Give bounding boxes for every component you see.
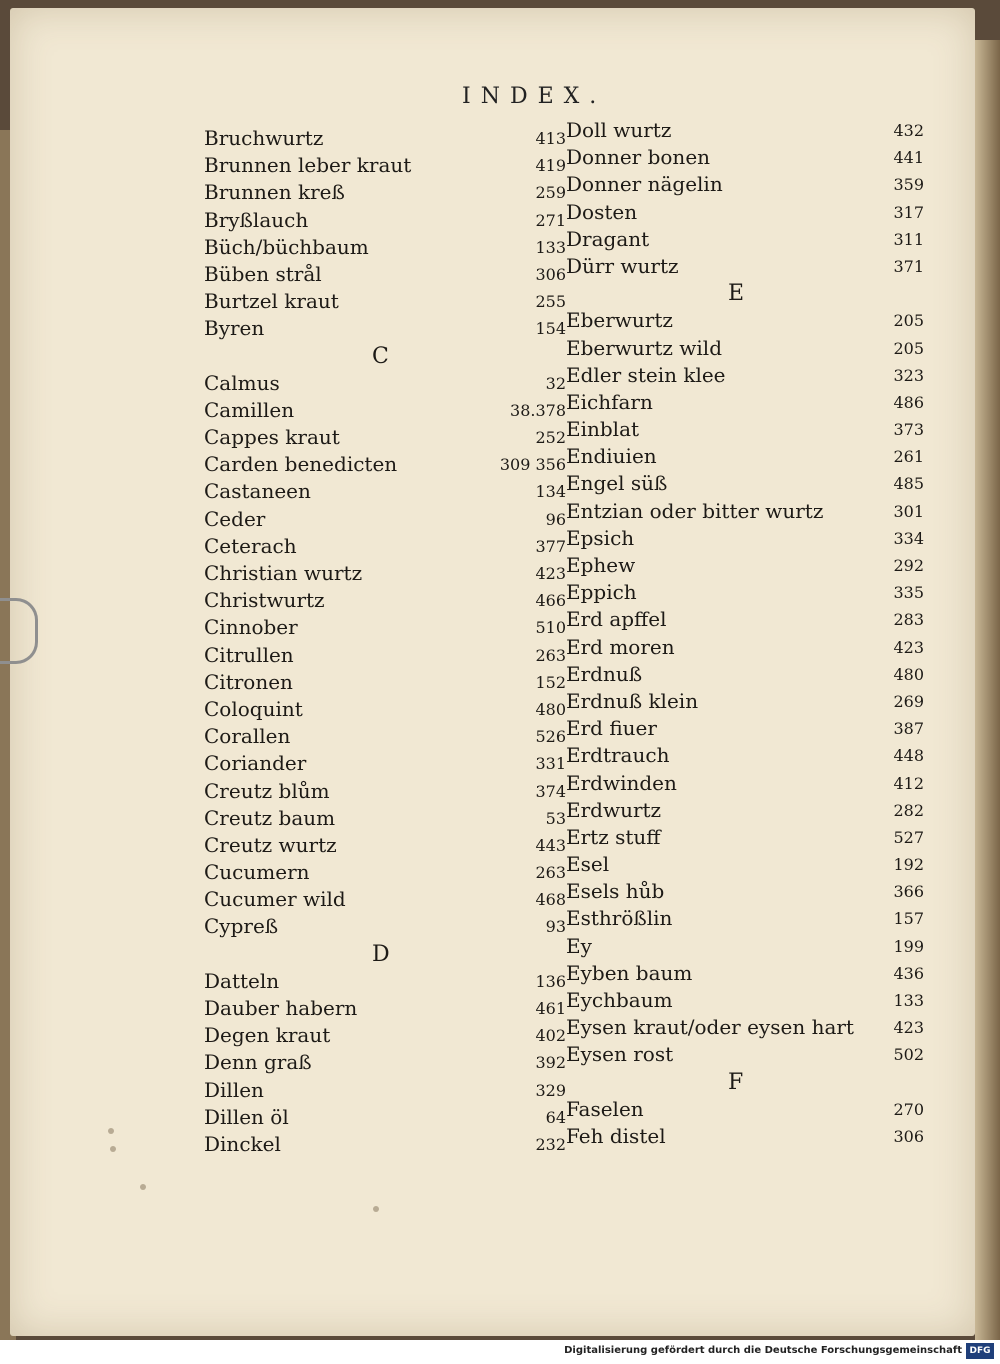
entry-name: Erd apffel <box>566 607 667 632</box>
index-entry <box>204 586 566 613</box>
index-entry <box>204 777 566 804</box>
index-entry <box>204 695 566 722</box>
index-column-left <box>204 124 566 1157</box>
index-entry <box>204 314 566 341</box>
entry-page-number: 374 <box>535 781 566 801</box>
index-column-right <box>566 116 924 1149</box>
entry-name: Cinnober <box>204 615 298 640</box>
entry-page-number: 526 <box>535 727 566 747</box>
index-entry <box>566 959 924 986</box>
entry-page-number: 331 <box>535 754 566 774</box>
letter-heading <box>566 1068 924 1095</box>
entry-page-number: 199 <box>893 936 924 956</box>
entry-page-number: 263 <box>535 645 566 665</box>
entry-name: Citronen <box>204 669 293 694</box>
entry-page-number: 32 <box>545 373 566 393</box>
index-entry <box>204 124 566 151</box>
index-entry <box>566 633 924 660</box>
index-entry <box>204 233 566 260</box>
index-entry <box>204 477 566 504</box>
entry-page-number: 423 <box>893 637 924 657</box>
entry-name: Dillen <box>204 1077 264 1102</box>
entry-name: Esels hůb <box>566 879 665 904</box>
entry-page-number: 468 <box>535 890 566 910</box>
entry-name: Ceterach <box>204 533 297 558</box>
entry-page-number: 154 <box>535 319 566 339</box>
entry-page-number: 334 <box>893 528 924 548</box>
entry-name: Eichfarn <box>566 389 653 414</box>
entry-page-number: 335 <box>893 583 924 603</box>
entry-name: Camillen <box>204 397 295 422</box>
section-letter: D <box>372 941 390 967</box>
entry-page-number: 309 356 <box>499 455 566 475</box>
index-entry <box>204 1130 566 1157</box>
index-entry <box>204 858 566 885</box>
index-entry <box>204 1021 566 1048</box>
entry-name: Christwurtz <box>204 588 325 613</box>
entry-page-number: 53 <box>545 808 566 828</box>
entry-page-number: 252 <box>535 428 566 448</box>
entry-name: Cucumer wild <box>204 887 346 912</box>
index-entry <box>204 532 566 559</box>
index-entry <box>204 1103 566 1130</box>
entry-name: Degen kraut <box>204 1023 331 1048</box>
entry-page-number: 392 <box>535 1053 566 1073</box>
section-letter: E <box>728 281 745 307</box>
entry-name: Eberwurtz wild <box>566 335 723 360</box>
entry-name: Einblat <box>566 417 640 442</box>
entry-name: Datteln <box>204 968 280 993</box>
index-entry <box>566 932 924 959</box>
entry-name: Creutz baum <box>204 805 336 830</box>
footer-credit: Digitalisierung gefördert durch die Deutsche Forschungsgemeinschaft <box>564 1345 962 1356</box>
entry-page-number: 64 <box>545 1107 566 1127</box>
page-edges-right <box>975 40 1000 1340</box>
entry-name: Eysen kraut/oder eysen hart <box>566 1015 854 1040</box>
section-letter: C <box>372 343 389 369</box>
index-entry <box>566 796 924 823</box>
entry-name: Endiuien <box>566 444 657 469</box>
index-entry <box>204 260 566 287</box>
paper-speck <box>140 1184 146 1190</box>
entry-page-number: 133 <box>893 991 924 1010</box>
index-entry <box>566 225 924 252</box>
entry-name: Eychbaum <box>566 988 673 1012</box>
index-entry <box>566 850 924 877</box>
index-entry <box>566 170 924 197</box>
index-entry <box>566 1095 924 1122</box>
index-entry <box>204 641 566 668</box>
entry-name: Dürr wurtz <box>566 253 679 278</box>
entry-page-number: 255 <box>535 292 566 312</box>
entry-page-number: 306 <box>535 264 566 284</box>
index-entry <box>204 722 566 749</box>
entry-page-number: 387 <box>893 719 924 739</box>
entry-page-number: 441 <box>893 148 924 168</box>
index-entry <box>566 361 924 388</box>
entry-page-number: 323 <box>893 365 924 385</box>
entry-name: Doll wurtz <box>566 118 672 142</box>
dfg-logo: DFG <box>966 1343 994 1359</box>
digitization-footer <box>0 1340 1000 1364</box>
entry-name: Dillen öl <box>204 1104 289 1129</box>
entry-name: Erdwinden <box>566 770 677 795</box>
index-entry <box>204 423 566 450</box>
entry-page-number: 205 <box>893 311 924 331</box>
entry-page-number: 527 <box>893 827 924 847</box>
entry-name: Büch/büchbaum <box>204 234 369 259</box>
entry-page-number: 502 <box>893 1045 924 1065</box>
entry-page-number: 263 <box>535 863 566 883</box>
index-entry <box>566 116 924 143</box>
entry-page-number: 423 <box>893 1018 924 1038</box>
index-entry <box>566 877 924 904</box>
entry-page-number: 412 <box>893 773 924 793</box>
entry-name: Cypreß <box>204 914 279 939</box>
index-entry <box>566 334 924 361</box>
entry-page-number: 232 <box>535 1134 566 1154</box>
entry-page-number: 292 <box>893 556 924 575</box>
entry-page-number: 359 <box>893 175 924 195</box>
entry-name: Epsich <box>566 525 635 550</box>
entry-name: Christian wurtz <box>204 561 363 585</box>
entry-page-number: 136 <box>535 971 566 991</box>
entry-page-number: 311 <box>893 229 924 249</box>
entry-page-number: 480 <box>535 699 566 719</box>
index-entry <box>566 143 924 170</box>
entry-page-number: 371 <box>893 256 924 276</box>
entry-name: Erd moren <box>566 634 675 659</box>
section-letter: F <box>728 1069 744 1095</box>
entry-name: Donner nägelin <box>566 172 723 197</box>
entry-name: Eppich <box>566 580 637 605</box>
index-entry <box>204 804 566 831</box>
entry-page-number: 419 <box>535 156 566 176</box>
entry-name: Burtzel kraut <box>204 289 339 314</box>
index-entry <box>204 613 566 640</box>
entry-name: Esel <box>566 852 610 877</box>
entry-name: Büben strål <box>204 261 322 286</box>
entry-page-number: 205 <box>893 338 924 358</box>
entry-name: Esthrößlin <box>566 906 673 931</box>
index-entry <box>566 823 924 850</box>
index-entry <box>566 660 924 687</box>
entry-name: Carden benedicten <box>204 452 398 477</box>
index-entry <box>566 578 924 605</box>
entry-name: Brunnen leber kraut <box>204 153 412 178</box>
entry-name: Erdwurtz <box>566 797 662 822</box>
index-entry <box>566 1013 924 1040</box>
index-entry <box>204 206 566 233</box>
index-entry <box>204 151 566 178</box>
entry-name: Faselen <box>566 1096 644 1121</box>
index-entry <box>204 287 566 314</box>
index-entry <box>204 967 566 994</box>
entry-name: Eberwurtz <box>566 308 673 333</box>
index-entry <box>204 668 566 695</box>
entry-name: Coloquint <box>204 696 303 721</box>
entry-page-number: 480 <box>893 664 924 684</box>
index-entry <box>566 986 924 1013</box>
entry-page-number: 436 <box>893 963 924 983</box>
entry-page-number: 329 <box>535 1080 566 1100</box>
entry-page-number: 366 <box>893 882 924 902</box>
entry-page-number: 259 <box>535 183 566 203</box>
entry-page-number: 510 <box>535 618 566 638</box>
running-title: INDEX. <box>462 84 607 109</box>
index-entry <box>204 885 566 912</box>
entry-page-number: 157 <box>893 909 924 929</box>
entry-page-number: 270 <box>893 1099 924 1119</box>
entry-page-number: 377 <box>535 536 566 556</box>
index-entry <box>566 714 924 741</box>
entry-page-number: 461 <box>535 999 566 1018</box>
index-entry <box>566 198 924 225</box>
entry-name: Engel süß <box>566 471 668 496</box>
entry-page-number: 93 <box>545 917 566 937</box>
entry-page-number: 402 <box>535 1026 566 1046</box>
index-entry <box>566 252 924 279</box>
index-entry <box>566 904 924 931</box>
entry-page-number: 133 <box>535 237 566 257</box>
entry-page-number: 317 <box>893 202 924 222</box>
entry-name: Erd fiuer <box>566 716 657 741</box>
entry-page-number: 192 <box>893 855 924 875</box>
index-entry <box>566 1040 924 1067</box>
letter-heading <box>204 342 566 369</box>
entry-page-number: 423 <box>535 564 566 583</box>
entry-name: Ertz stuff <box>566 824 661 849</box>
index-entry <box>566 469 924 496</box>
index-entry <box>204 450 566 477</box>
entry-name: Dragant <box>566 226 650 251</box>
index-entry <box>566 497 924 524</box>
entry-name: Cucumern <box>204 860 310 885</box>
index-entry <box>566 388 924 415</box>
index-entry <box>566 306 924 333</box>
entry-page-number: 269 <box>893 691 924 711</box>
entry-name: Ey <box>566 933 592 958</box>
entry-name: Bruchwurtz <box>204 126 324 150</box>
paper-speck <box>110 1146 116 1152</box>
index-entry <box>566 605 924 632</box>
index-entry <box>204 396 566 423</box>
entry-name: Coriander <box>204 751 307 776</box>
entry-page-number: 152 <box>535 672 566 692</box>
index-entry <box>566 551 924 578</box>
entry-name: Dosten <box>566 199 638 224</box>
entry-page-number: 466 <box>535 591 566 611</box>
entry-page-number: 373 <box>893 420 924 440</box>
index-entry <box>204 1076 566 1103</box>
entry-name: Dauber habern <box>204 996 358 1020</box>
index-entry <box>204 749 566 776</box>
index-entry <box>566 442 924 469</box>
book-clasp <box>0 598 38 664</box>
index-entry <box>204 912 566 939</box>
entry-name: Calmus <box>204 370 280 395</box>
paper-speck <box>108 1128 114 1134</box>
entry-name: Feh distel <box>566 1123 666 1148</box>
entry-page-number: 306 <box>893 1126 924 1146</box>
entry-page-number: 485 <box>893 474 924 494</box>
index-entry <box>204 1048 566 1075</box>
index-entry <box>204 178 566 205</box>
index-entry <box>566 741 924 768</box>
entry-name: Edler stein klee <box>566 362 726 387</box>
entry-page-number: 486 <box>893 392 924 412</box>
entry-name: Erdnuß <box>566 661 643 686</box>
entry-name: Donner bonen <box>566 145 711 170</box>
entry-page-number: 134 <box>535 482 566 502</box>
entry-page-number: 413 <box>535 129 566 148</box>
entry-name: Castaneen <box>204 479 311 504</box>
letter-heading <box>566 279 924 306</box>
entry-name: Denn graß <box>204 1050 312 1075</box>
entry-page-number: 271 <box>535 210 566 230</box>
index-entry <box>204 369 566 396</box>
entry-page-number: 448 <box>893 746 924 766</box>
index-entry <box>566 1122 924 1149</box>
entry-name: Creutz wurtz <box>204 832 337 857</box>
entry-name: Erdtrauch <box>566 743 670 768</box>
index-entry <box>566 415 924 442</box>
index-entry <box>204 994 566 1021</box>
entry-name: Eysen rost <box>566 1042 674 1067</box>
entry-page-number: 38.378 <box>510 400 566 420</box>
index-entry <box>204 505 566 532</box>
entry-name: Brunnen kreß <box>204 180 345 205</box>
entry-name: Cappes kraut <box>204 425 340 450</box>
entry-page-number: 283 <box>893 610 924 630</box>
entry-page-number: 96 <box>545 509 566 529</box>
index-entry <box>566 524 924 551</box>
entry-name: Erdnuß klein <box>566 688 699 713</box>
index-entry <box>566 687 924 714</box>
entry-name: Bryßlauch <box>204 207 309 232</box>
entry-page-number: 432 <box>893 121 924 140</box>
entry-name: Eyben baum <box>566 960 693 985</box>
paper-speck <box>373 1206 379 1212</box>
index-entry <box>566 769 924 796</box>
index-entry <box>204 831 566 858</box>
entry-name: Ephew <box>566 553 636 577</box>
entry-name: Entzian oder bitter wurtz <box>566 498 824 523</box>
letter-heading <box>204 940 566 967</box>
entry-name: Citrullen <box>204 642 294 667</box>
entry-name: Dinckel <box>204 1131 281 1156</box>
index-entry <box>204 559 566 586</box>
entry-name: Byren <box>204 316 265 341</box>
entry-page-number: 443 <box>535 835 566 855</box>
entry-page-number: 261 <box>893 447 924 467</box>
entry-name: Corallen <box>204 724 291 749</box>
entry-page-number: 282 <box>893 800 924 820</box>
entry-name: Ceder <box>204 506 266 531</box>
entry-name: Creutz blům <box>204 778 330 803</box>
entry-page-number: 301 <box>893 501 924 521</box>
